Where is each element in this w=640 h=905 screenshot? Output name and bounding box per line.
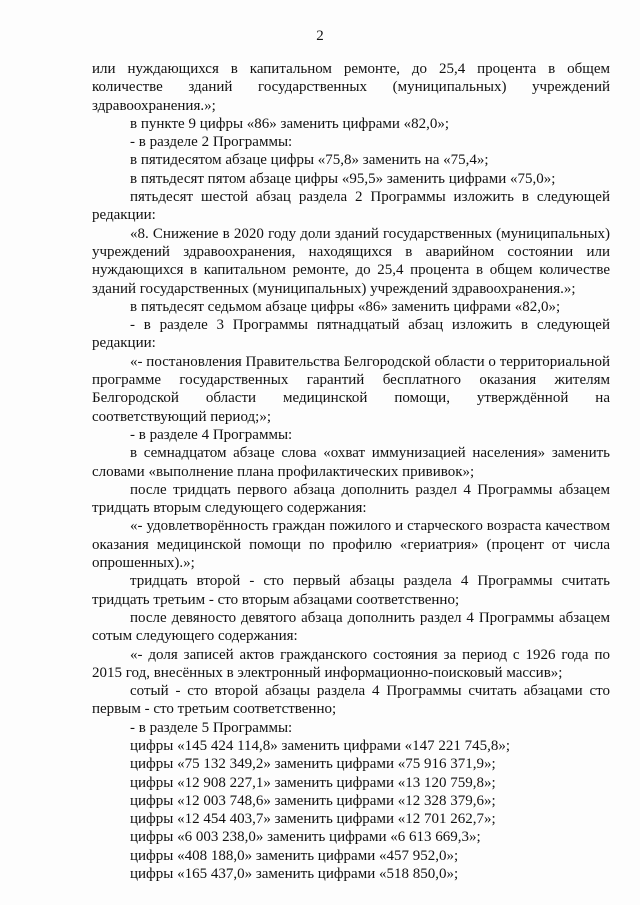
paragraph: в пункте 9 цифры «86» заменить цифрами «82,0»; <box>130 115 450 132</box>
page-number: 2 <box>316 28 324 44</box>
paragraph: пятьдесят шестой абзац раздела 2 Программы изложить в следующей редакции: <box>92 189 610 224</box>
paragraph: в семнадцатом абзаце слова «охват иммунизацией населения» заменить словами «выполнение плана профилактических прививок»; <box>92 445 610 480</box>
paragraph: - в разделе 3 Программы пятнадцатый абзац изложить в следующей редакции: <box>92 317 610 352</box>
paragraph: цифры «408 188,0» заменить цифрами «457 952,0»; <box>130 847 459 864</box>
paragraph: - в разделе 5 Программы: <box>130 719 293 736</box>
paragraph: после тридцать первого абзаца дополнить раздел 4 Программы абзацем тридцать вторым следующего содержания: <box>92 481 610 517</box>
paragraph: в пятьдесят седьмом абзаце цифры «86» заменить цифрами «82,0»; <box>130 298 561 315</box>
paragraph: или нуждающихся в капитальном ремонте, до 25,4 процента в общем количестве зданий государственных (муниципальных) учреждений здравоохранения.»; <box>92 61 610 114</box>
paragraph: цифры «12 908 227,1» заменить цифрами «13 120 759,8»; <box>130 774 496 791</box>
paragraph: сотый - сто второй абзацы раздела 4 Программы считать абзацами сто первым - сто третьим соответственно; <box>92 683 610 718</box>
paragraph: цифры «12 003 748,6» заменить цифрами «12 328 379,6»; <box>130 792 496 809</box>
paragraph: цифры «6 003 238,0» заменить цифрами «6 613 669,3»; <box>130 829 481 846</box>
paragraph: цифры «145 424 114,8» заменить цифрами «147 221 745,8»; <box>130 737 511 754</box>
paragraph: «- удовлетворённость граждан пожилого и старческого возраста качеством оказания медицинской помощи по профилю «гериатрия» (процент от числа опрошенных).»; <box>92 518 610 572</box>
paragraph: «- постановления Правительства Белгородской области о территориальной программе государственных гарантий бесплатного оказания жителям Белгородской области медицинской помощи, утверждённой на соответствующий период;»; <box>92 353 610 425</box>
paragraph: в пятьдесят пятом абзаце цифры «95,5» заменить цифрами «75,0»; <box>130 170 556 187</box>
paragraph: цифры «75 132 349,2» заменить цифрами «75 916 371,9»; <box>130 756 496 773</box>
paragraph: - в разделе 4 Программы: <box>130 426 293 443</box>
paragraph: в пятидесятом абзаце цифры «75,8» заменить на «75,4»; <box>130 152 489 169</box>
paragraph: цифры «12 454 403,7» заменить цифрами «12 701 262,7»; <box>130 811 496 828</box>
document-body <box>92 60 610 883</box>
paragraph: «8. Снижение в 2020 году доли зданий государственных (муниципальных) учреждений здравоохранения, находящихся в аварийном состоянии или нуждающихся в капитальном ремонте, до 25,4 процента в общем количестве зданий государственных (муниципальных) учреждений здравоохранения.»; <box>92 225 610 297</box>
paragraph: - в разделе 2 Программы: <box>130 134 293 151</box>
paragraph: цифры «165 437,0» заменить цифрами «518 850,0»; <box>130 866 459 883</box>
paragraph: тридцать второй - сто первый абзацы раздела 4 Программы считать тридцать третьим - сто вторым абзацами соответственно; <box>92 573 610 608</box>
paragraph: после девяносто девятого абзаца дополнить раздел 4 Программы абзацем сотым следующего содержания: <box>92 609 610 645</box>
paragraph: «- доля записей актов гражданского состояния за период с 1926 года по 2015 год, внесённых в электронный информационно-поисковый массив»; <box>92 646 610 681</box>
